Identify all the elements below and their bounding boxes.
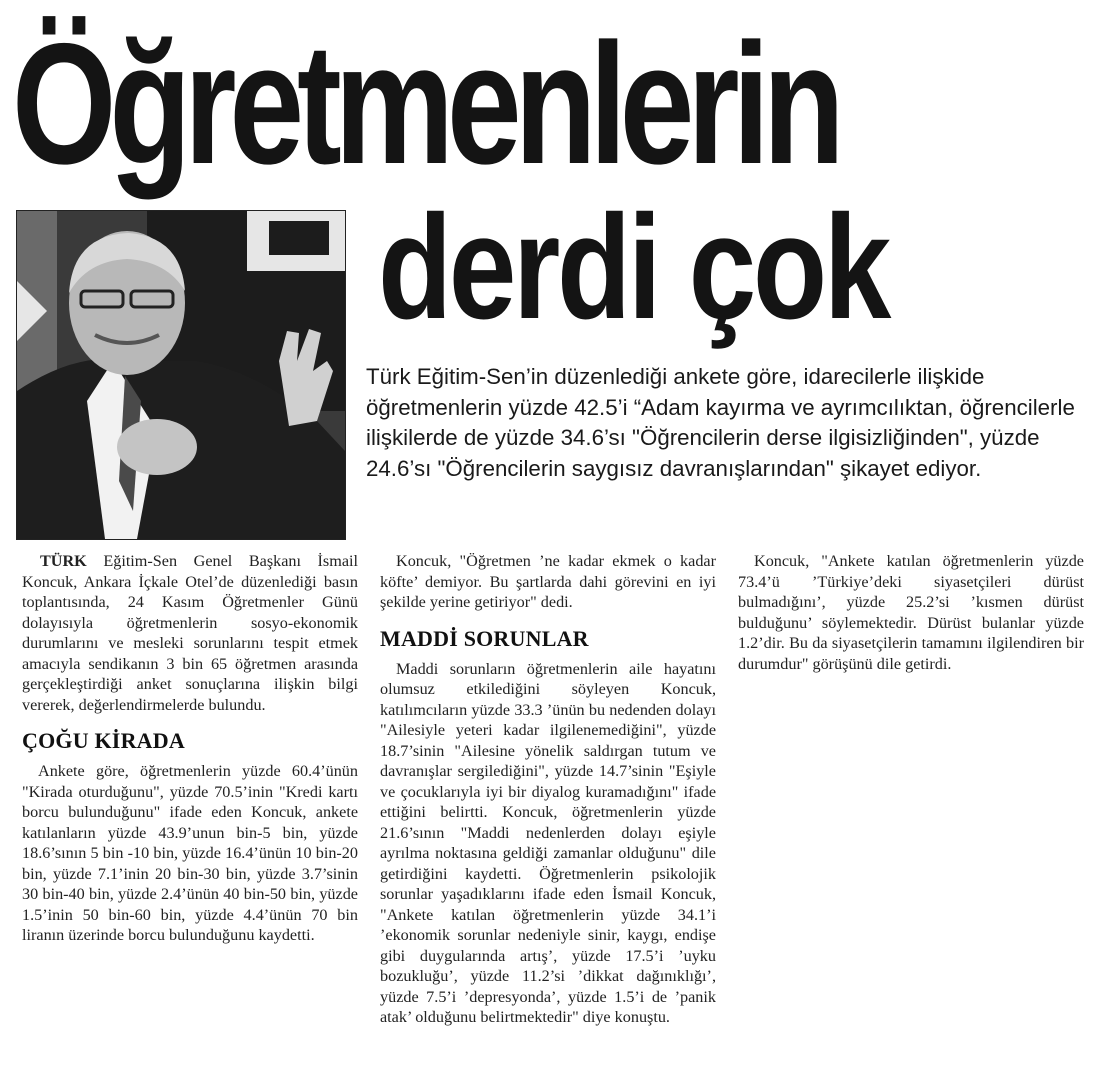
- article-paragraph-2: Ankete göre, öğretmenlerin yüzde 60.4’ünün "Kirada oturduğunu", yüzde 70.5’inin "Kredi kartı borcu bulunduğunu" ifade eden Koncuk, ankete katılanların yüzde 43.9’unun bin-5 bin, yüzde 18.6’sının 5 bin -10 bin, yüzde 16.4’ünün 10 bin-20 bin, yüzde 7.1’inin 20 bin-30 bin, yüzde 3.7’sinin 30 bin-40 bin, yüzde 2.4’ünün 40 bin-50 bin, yüzde 1.5’inin 50 bin-60 bin, yüzde 4.4’ünün 70 bin liranın üzerinde borcu bulunduğunu kaydetti.: [22, 762, 358, 944]
- headline-line-2: derdi çok: [378, 185, 889, 350]
- speaker-photo-image: [17, 211, 345, 539]
- lead-paragraph: Türk Eğitim-Sen’in düzenlediği ankete göre, idarecilerle ilişkide öğretmenlerin yüzde 42.5’i “Adam kayırma ve ayrımcılıktan, öğrencilerle ilişkilerde de yüzde 34.6’sı "Öğrencilerin derse ilgisizliğinden", yüzde 24.6’sı "Öğrencilerin saygısız davranışlarından" şikayet ediyor.: [366, 364, 1075, 481]
- subheading-cogu-kirada: ÇOĞU KİRADA: [22, 728, 185, 753]
- headline-line-1: Öğretmenlerin: [12, 8, 838, 200]
- article-paragraph: [22, 551, 358, 715]
- article-paragraph-4: Maddi sorunların öğretmenlerin aile hayatını olumsuz etkilediğini söyleyen Koncuk, katılımcıların yüzde 33.3 ’ünün bu nedenden dolayı "Ailesiyle yeteri kadar ilgilenemediğini", yüzde 18.7’sinin "Ailesine yönelik saldırgan tutum ve davranışlar sergilediğini", yüzde 14.7’sinin "Eşiyle ve çocuklarıyla iyi bir diyalog kuramadığını" ifade ettiğini belirtti. Koncuk, öğretmenlerin yüzde 21.6’sının "Maddi nedenlerden dolayı eşiyle ayrılma noktasına geldiği zamanlar olduğunu" dile getirdiğini kaydetti. Öğretmenlerin psikolojik sorunlar yaşadıklarını ifade eden İsmail Koncuk, "Ankete katılan öğretmenlerin yüzde 34.1’i ’ekonomik sorunlar nedeniyle sinir, kaygı, endişe gibi duygularında artış’, yüzde 17.5’i ’uyku bozukluğu’, yüzde 11.2’si ’dikkat dağınıklığı’, yüzde 7.5’i ’depresyonda’, yüzde 1.5’i de ’panik atak’ olduğunu belirtmektedir" diye konuştu.: [380, 659, 716, 1026]
- speaker-photo: [16, 210, 346, 540]
- article-column-1: [22, 551, 358, 946]
- subheading-maddi-sorunlar: MADDİ SORUNLAR: [380, 625, 589, 651]
- article-column-3: [738, 551, 1084, 674]
- article-paragraph-1-text: Eğitim-Sen Genel Başkanı İsmail Koncuk, Ankara İçkale Otel’de düzenlediği basın toplantısında, 24 Kasım Öğretmenler Günü dolayısıyla öğretmenlerin sosyo-ekonomik durumlarını ve mesleki sorunlarını tespit etmek amacıyla sendikanın 3 bin 65 öğretmen arasında gerçekleştirdiği anket sonuçlarına ilişkin bilgi vererek, değerlendirmelerde bulundu.: [22, 552, 358, 714]
- article-column-2: [380, 551, 716, 1028]
- article-paragraph-5: Koncuk, "Ankete katılan öğretmenlerin yüzde 73.4’ü ’Türkiye’deki siyasetçileri dürüst bulmadığını’, yüzde 25.2’si ’kısmen dürüst bulduğunu’ söylemektedir. Dürüst bulanlar yüzde 1.2’dir. Bu da siyasetçilerin tamamını ilgilendiren bir durumdur" görüşünü dile getirdi.: [738, 552, 1084, 673]
- article-lead-word: TÜRK: [40, 552, 87, 570]
- article-paragraph-3: Koncuk, "Öğretmen ’ne kadar ekmek o kadar köfte’ demiyor. Bu şartlarda dahi görevini en iyi şekilde yerine getiriyor" dedi.: [380, 552, 716, 611]
